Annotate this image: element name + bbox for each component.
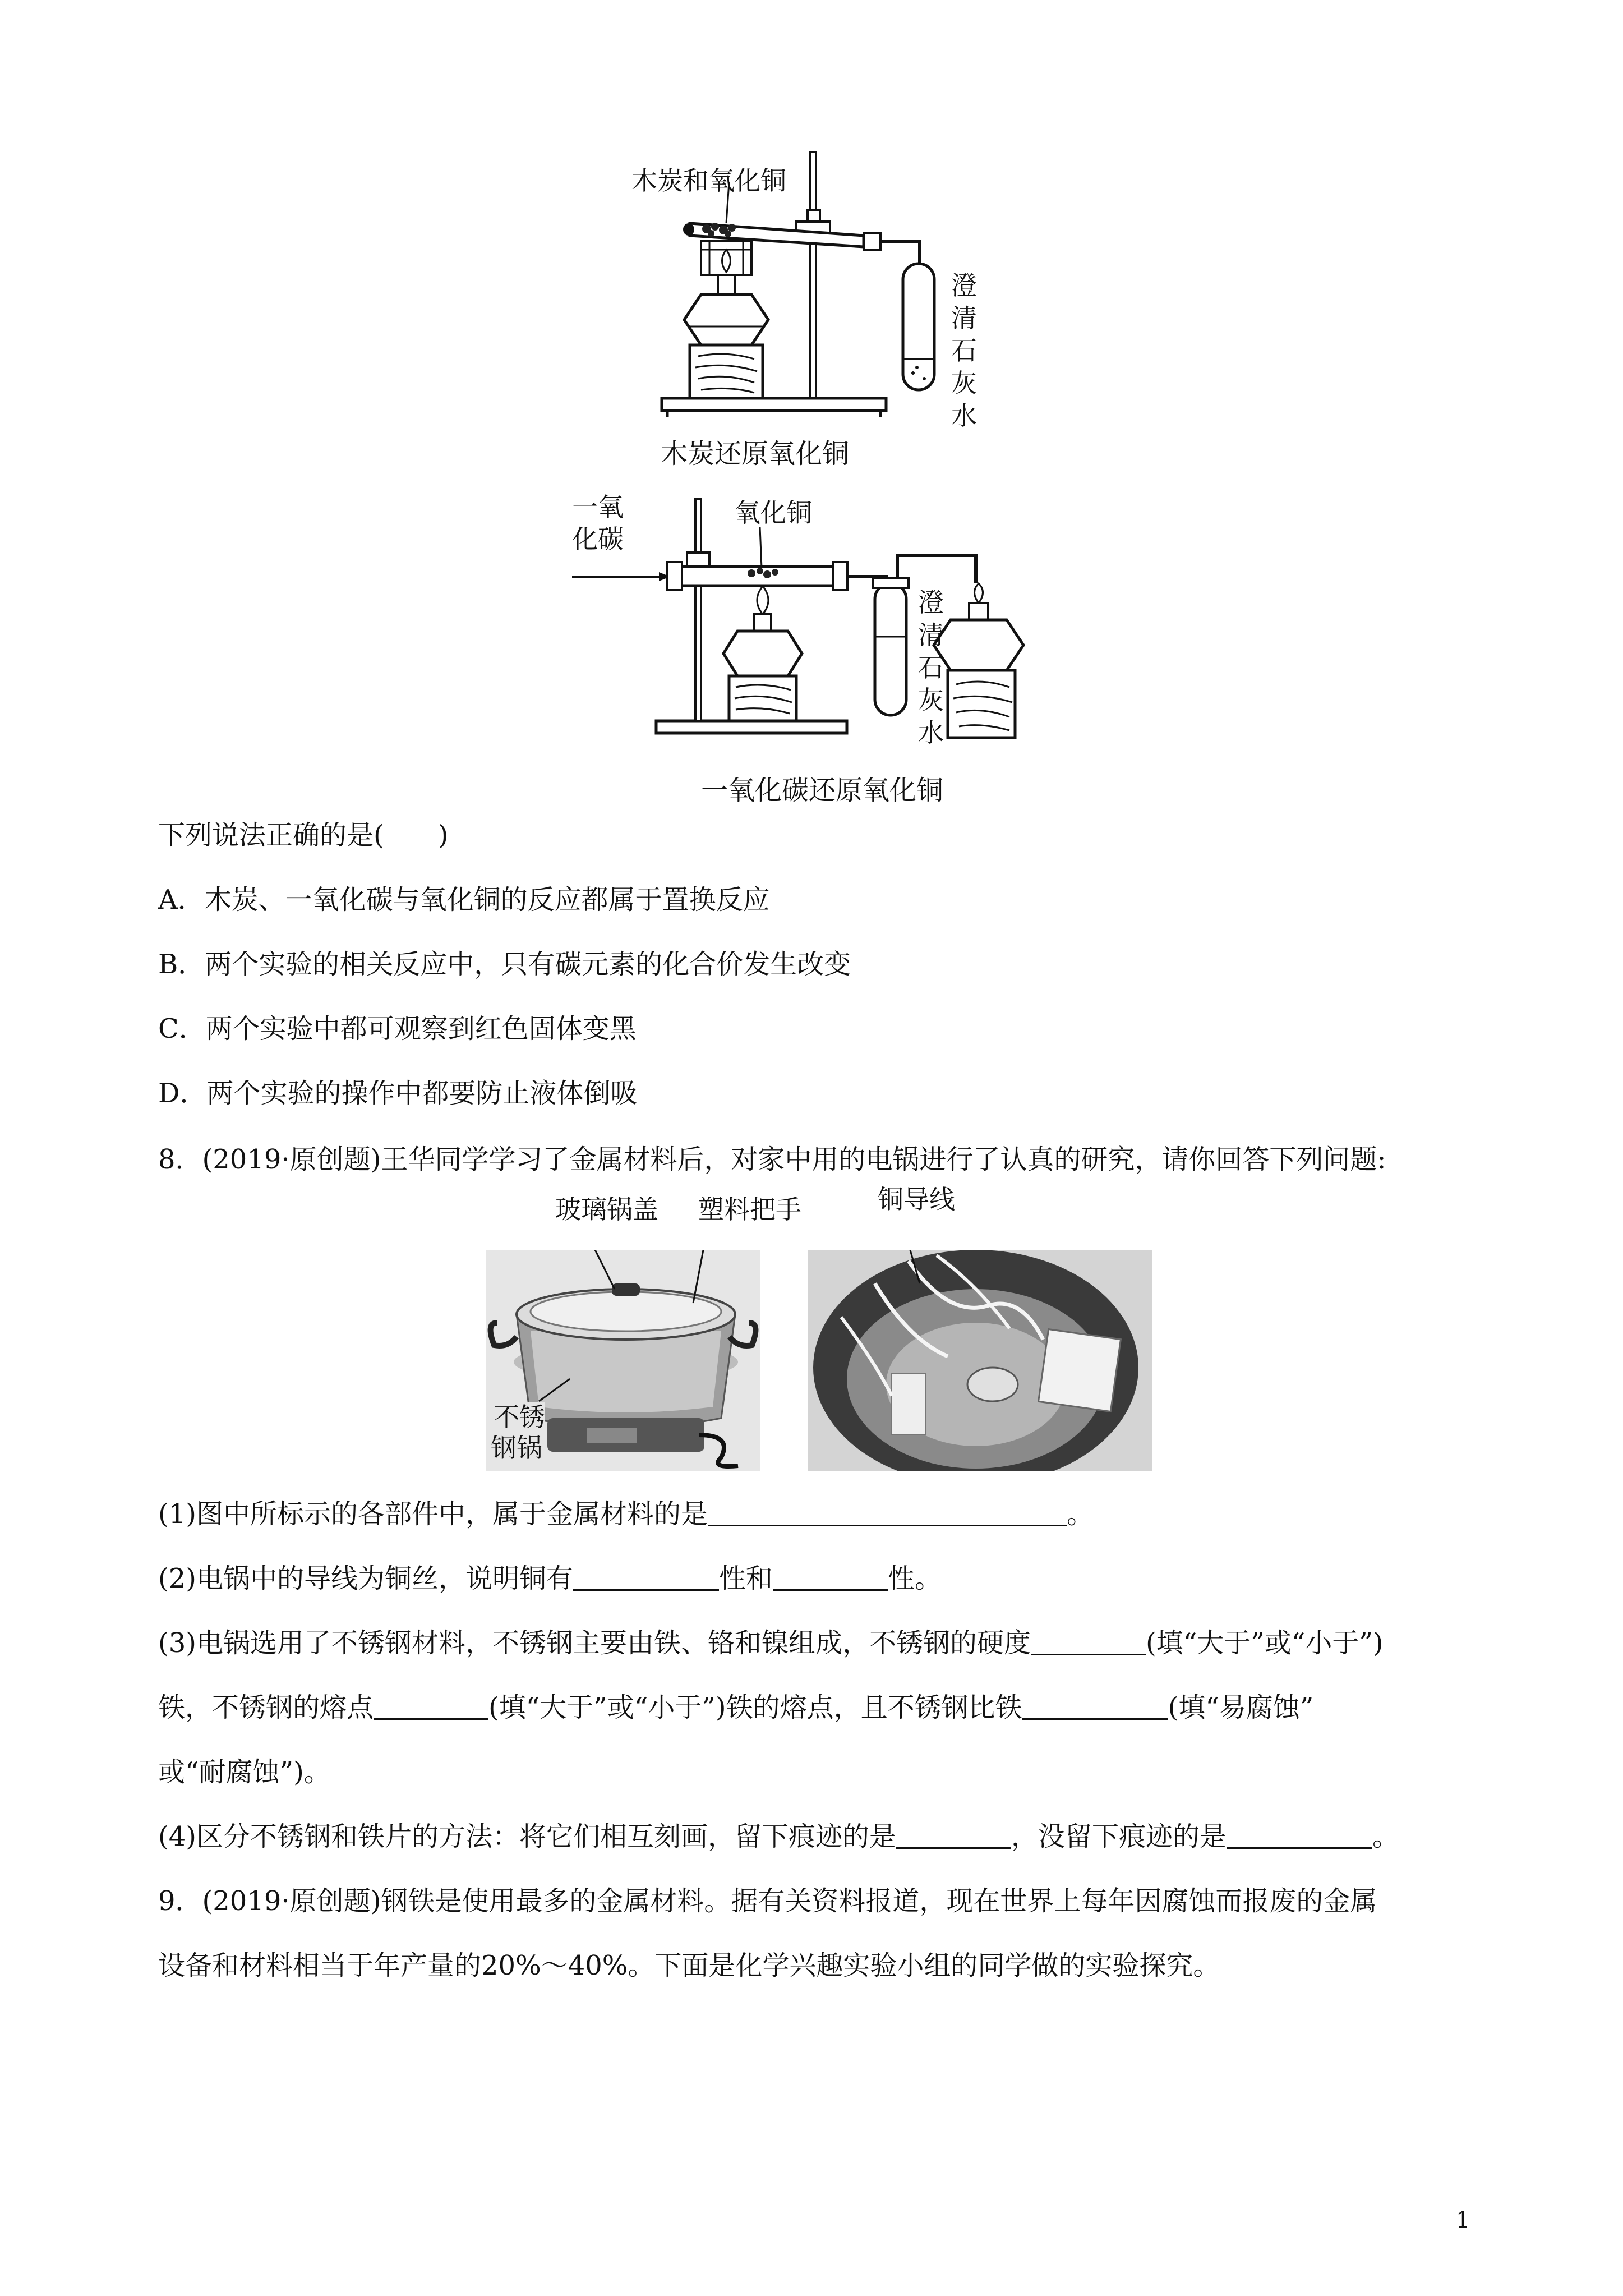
q9-line1: 9．(2019·原创题)钢铁是使用最多的金属材料。据有关资料报道，现在世界上每年因腐蚀而报废的金属: [158, 1885, 1377, 1917]
q8-title: 8．(2019·原创题)王华同学学习了金属材料后，对家中用的电锅进行了认真的研究，请你回答下列问题:: [158, 1144, 1386, 1175]
q7-option-a: A．木炭、一氧化碳与氧化铜的反应都属于置换反应: [158, 884, 770, 915]
answer-blank-hardness[interactable]: [1031, 1629, 1146, 1655]
label-copper-oxide: 氧化铜: [735, 498, 812, 528]
answer-blank-melting-point[interactable]: [374, 1694, 488, 1720]
q8-sub3-line2: [158, 1686, 1313, 1724]
q7-option-c: C．两个实验中都可观察到红色固体变黑: [158, 1013, 637, 1045]
answer-blank-copper-property-1[interactable]: [573, 1565, 719, 1591]
q7-option-b: B．两个实验的相关反应中，只有碳元素的化合价发生改变: [158, 949, 851, 980]
q8-sub1-prefix: (1)图中所标示的各部件中，属于金属材料的是: [158, 1498, 708, 1530]
label-stainless-line2: 钢锅: [491, 1433, 542, 1463]
q8-sub3-line3: 或“耐腐蚀”)。: [158, 1756, 331, 1788]
label-co-line1: 一氧: [572, 492, 624, 522]
q8-sub1-suffix: 。: [1067, 1498, 1094, 1530]
label-stainless-line1: 不锈: [494, 1402, 545, 1432]
caption-fig1: 木炭还原氧化铜: [661, 438, 850, 470]
figure-co-reduction-diagram: [561, 494, 1122, 757]
label-charcoal-copper-oxide: 木炭和氧化铜: [631, 165, 786, 196]
label-plastic-handle: 塑料把手: [698, 1194, 801, 1225]
q8-sub4-mid: ，没留下痕迹的是: [1011, 1821, 1227, 1852]
q8-sub3-line2-mid: (填“大于”或“小于”)铁的熔点，且不锈钢比铁: [488, 1692, 1022, 1723]
q7-option-d: D．两个实验的操作中都要防止液体倒吸: [158, 1078, 638, 1109]
photo-pot-internals: [808, 1250, 1152, 1471]
q8-sub4-prefix: (4)区分不锈钢和铁片的方法：将它们相互刻画，留下痕迹的是: [158, 1821, 896, 1852]
label-glass-lid: 玻璃锅盖: [555, 1194, 658, 1225]
q8-sub4: [158, 1815, 1399, 1853]
label-co-line2: 化碳: [572, 524, 624, 554]
answer-blank-copper-property-2[interactable]: [773, 1565, 888, 1591]
label-limewater-fig1: 澄清石灰水: [951, 270, 977, 431]
q7-stem: 下列说法正确的是( ): [158, 820, 449, 851]
caption-fig2: 一氧化碳还原氧化铜: [701, 775, 944, 806]
q8-sub1: [158, 1492, 1094, 1531]
q8-sub3-line1: [158, 1621, 1384, 1660]
label-copper-wire: 铜导线: [878, 1184, 955, 1214]
q8-sub2: [158, 1557, 942, 1595]
answer-blank-metal-parts[interactable]: [708, 1500, 1067, 1526]
answer-blank-corrosion[interactable]: [1022, 1694, 1168, 1720]
q8-sub3-line1-suffix: (填“大于”或“小于”): [1146, 1627, 1384, 1659]
answer-blank-not-scratched[interactable]: [1227, 1823, 1372, 1849]
q8-sub2-prefix: (2)电锅中的导线为铜丝，说明铜有: [158, 1563, 573, 1594]
q9-line2: 设备和材料相当于年产量的20%～40%。下面是化学兴趣实验小组的同学做的实验探究。: [158, 1950, 1220, 1981]
q8-sub3-line2-prefix: 铁，不锈钢的熔点: [158, 1692, 374, 1723]
q8-sub4-suffix: 。: [1372, 1821, 1400, 1852]
q8-sub3-line2-suffix: (填“易腐蚀”: [1168, 1692, 1314, 1723]
page-number: 1: [1456, 2207, 1470, 2233]
q8-sub2-mid: 性和: [719, 1563, 773, 1594]
q8-sub2-suffix: 性。: [888, 1563, 942, 1594]
answer-blank-scratched[interactable]: [896, 1823, 1011, 1849]
label-limewater-fig2: 澄清石灰水: [918, 587, 944, 748]
q8-sub3-line1-prefix: (3)电锅选用了不锈钢材料，不锈钢主要由铁、铬和镍组成，不锈钢的硬度: [158, 1627, 1031, 1659]
